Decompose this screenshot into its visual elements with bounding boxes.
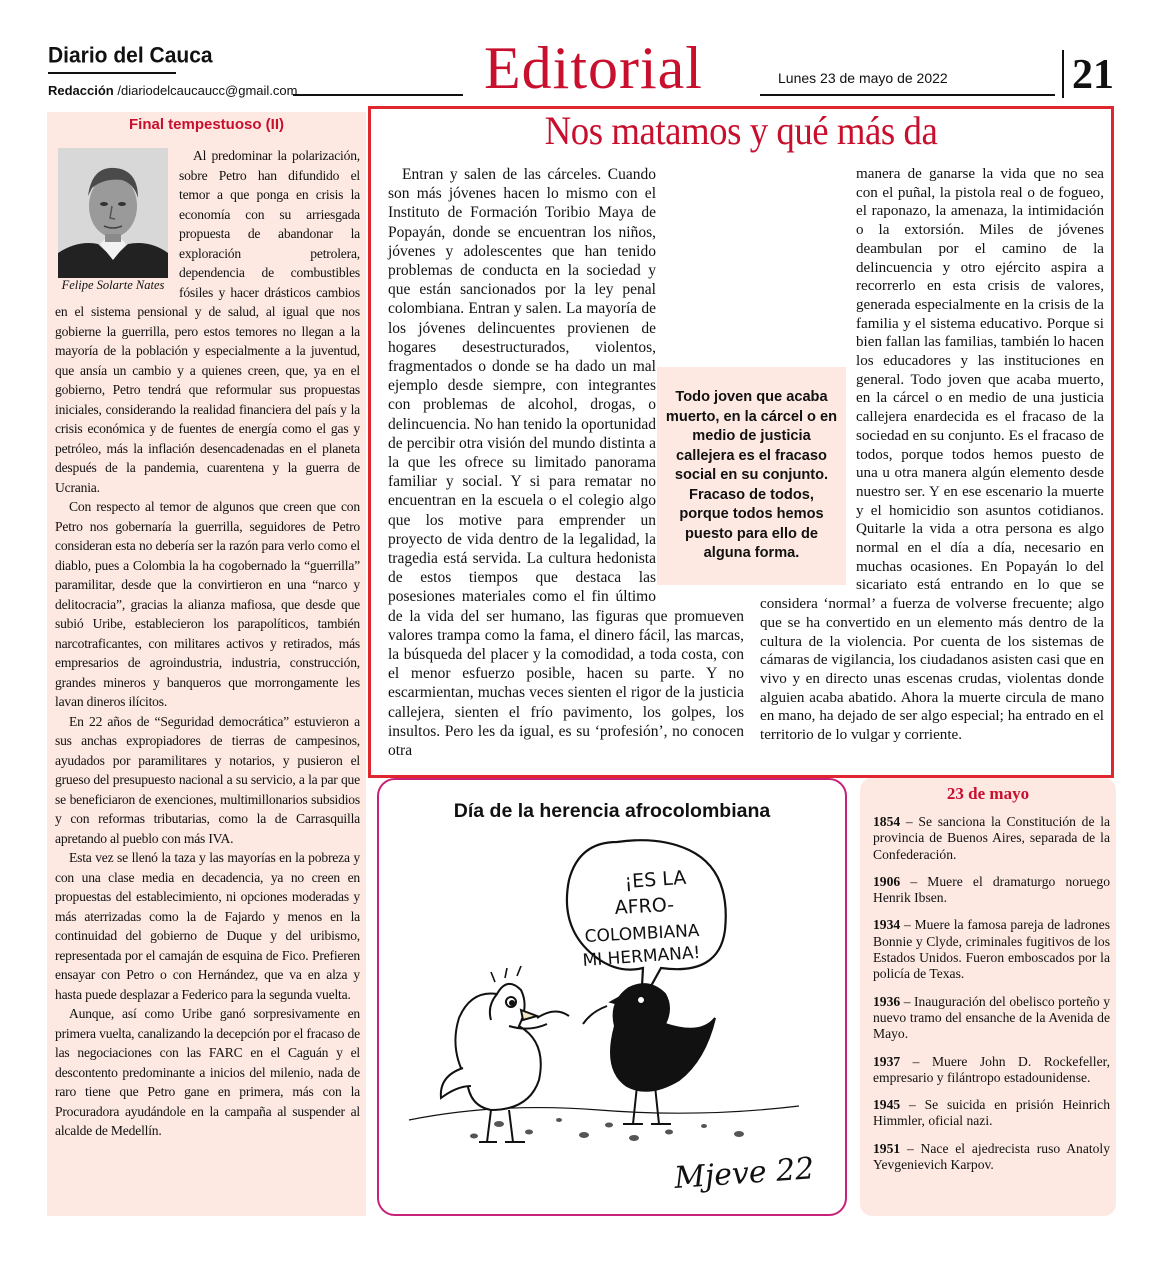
masthead-underline	[48, 72, 176, 74]
speech-line: AFRO-	[614, 893, 675, 919]
event-text: – Se suicida en prisión Heinrich Himmler, oficial nazi.	[873, 1097, 1110, 1129]
column-paragraph: Esta vez se llenó la taza y las mayorías en la pobreza y con una clase media en decadencia, ya no creen en propuestas del establecimiento, ni opciones moderadas y más aterrizadas como la de Fajardo y menos en la continuidad del gobierno de Duque y del uribismo, representada por el camaján de esquina de Fico. Prefieren ensayar con Petro o con Hernández, que va en alza y hasta puede desplazar a Federico para la segunda vuelta.	[55, 850, 360, 1002]
editorial-title: Nos matamos y qué más da	[544, 108, 938, 153]
opinion-column	[47, 112, 366, 1216]
redaccion-email[interactable]: /diariodelcaucaucc@gmail.com	[117, 83, 298, 98]
event-text: – Inauguración del obelisco porteño y nuevo tramo del ensanche de la Avenida de Mayo.	[873, 993, 1110, 1042]
event-year: 1937	[873, 1053, 901, 1069]
cartoon-title: Día de la herencia afrocolombiana	[453, 800, 771, 822]
editorial-text: Entran y salen de las cárceles. Cuando son más jóvenes hacen lo mismo con el Instituto de Formación Toribio Maya de Popayán, donde se encuentran los niños, jóvenes y adolescentes que han tenido problemas de conducta en la sociedad y que están sancionados por la ley penal colombiana. Entran y salen. La mayoría de los jóvenes delincuentes provienen de hogares desestructurados, violentos, fragmentados o donde se ha dado un mal ejemplo desde siempre, con integrantes con problemas de alcohol, drogas, o delincuencia. No han tenido la oportunidad de percibir otra visión del mundo distinta a la que les ofrece su limitado panorama familiar y social. Y si para rematar no encuentran en la escuela o el colegio algo que los motive para emprender un proyecto de vida dentro de la legalidad, la tragedia está servida. La cultura hedonista de estos tiempos que destaca las posesiones materiales como el fin último de la vida del ser humano, las figuras que promueven valores trampa como la fama, el dinero fácil, las marcas, la búsqueda del placer y la comodidad, a toda costa, con el menor esfuerzo posible, hacen su parte. Y no escarmientan, muchas veces sienten el rigor de la justicia callejera, sienten el frío pavimento, los golpes, los insultos. Pero les da igual, es su ‘profesión’, no conocen otra	[388, 166, 744, 760]
header-rule-date	[760, 94, 1055, 96]
editorial-frame	[368, 106, 1114, 778]
redaccion-line	[48, 83, 297, 98]
ephemerides-box	[860, 778, 1116, 1216]
column-paragraph: En 22 años de “Seguridad democrática” estuvieron a sus anchas expropiadores de tierras de campesinos, ayudados por paramilitares y notarios, y pusieron el grueso del presupuesto nacional a su servicio, a la par que se beneficiaron de exenciones, multimillonarios subsidios y con reformas tributarias, como la de Carrasquilla apretando al pueblo con más IVA.	[55, 713, 360, 846]
event-text: – Nace el ajedrecista ruso Anatoly Yevgenievich Karpov.	[873, 1140, 1110, 1173]
column-paragraph: Con respecto al temor de algunos que creen que con Petro nos gobernaría la guerrilla, seguidores de Petro consideran esta no debería ser la razón para verlo como el diablo, pues a Colombia la ha cogobernado la “guerrilla” paramilitar, desde que la convirtieron en una “narco y delitocracia”, gracias la alianza mafiosa, que desde que subió Uribe, establecieron los parapolíticos, también narcotraficantes, con militares activos y retirados, más empresarios de agroindustria, industria, construcción, grandes mineros y banqueros que morrongamente les lavan dineros ilícitos.	[55, 499, 360, 709]
event-year: 1934	[873, 917, 901, 933]
speech-line: COLOMBIANA	[584, 921, 700, 947]
author-name: Felipe Solarte Nates	[61, 278, 165, 292]
column-paragraph: Aunque, así como Uribe ganó sorpresivamente en primera vuelta, canalizando la decepción por el fracaso de las negociaciones con las FARC en el Caguán y el descontento predominante a inicios del milenio, nada de raro tiene que Petro gane en primera, más con la Procuradora ayudándole en la campaña al suspender al alcalde de Medellín.	[55, 1006, 360, 1138]
header-rule-left	[293, 94, 463, 96]
pull-quote-text: Todo joven que acaba muerto, en la cárcel o en medio de justicia callejera es el fracaso social en su conjunto. Fracaso de todos, porque todos hemos puesto para ello de alguna forma.	[665, 389, 838, 562]
list-item	[873, 1097, 1110, 1130]
redaccion-label: Redacción	[48, 83, 114, 98]
column-paragraph: Al predominar la polarización, sobre Petro han difundido el temor a que ponga en crisis la economía con su arriesgada propuesta de abandonar la exploración petrolera, dependencia de combustibles fósiles y hacer drásticos cambios en el sistema pensional y de salud, al igual que nos gobierne la guerrilla, pero estos temores no llegan a la mayoría de la población y especialmente a la juventud, que ansía un cambio y a quienes creen, que, ya en el gobierno, Petro tendrá que reformular sus propuestas iniciales, considerando la realidad financiera del país y la crisis económica y de fuentes de energía como el gas y petróleo, más la inflación desencadenadas en el planeta después de la pandemia, cuarentena y la guerra de Ucrania.	[55, 148, 360, 495]
list-item	[873, 814, 1110, 863]
event-year: 1854	[873, 814, 901, 829]
speech-line: MI HERMANA!	[581, 942, 701, 971]
editorial-text: manera de ganarse la vida que no sea con el puñal, la pistola real o de fogueo, el raponazo, la amenaza, la intimidación o la extorsión. Miles de jóvenes deambulan por el camino de la delincuencia y otro ejército aspira a recorrerlo en esta crisis de valores, generada especialmente en la crisis de la familia y el sistema educativo. Porque si bien fallan las familias, también lo hacen los educadores y las instituciones en general. Todo joven que acaba muerto, en la cárcel o en medio de una justicia callejera enardecida es el fracaso de la sociedad en su conjunto. Es el fracaso de todos, porque todos hemos puesto de una u otra manera algún elemento desde nuestro ser. Y en ese escenario la muerte y el homicidio son asuntos cotidianos. Quitarle la vida a otra persona es algo normal en el día a día, necesario en muchas ocasiones. En Popayán lo del sicariato está entrando en lo que se considera ‘normal’ a fuerza de volverse frecuente; algo que se ha convertido en un elemento más dentro de la cultura de la violencia. Por cuenta de los sistemas de cámaras de vigilancia, los ciudadanos asisten casi que en vivo y en directo unas escenas crudas, violentas donde alguien acaba abatido. Ahora la muerte circula de mano en mano, ha dejado de ser algo especial; ha entrado en el territorio de lo vulgar y corriente.	[760, 166, 1104, 744]
ephemerides-title: 23 de mayo	[946, 784, 1030, 803]
header-vertical-rule	[1062, 50, 1064, 98]
column-body	[55, 146, 360, 1141]
cartoon-illustration	[379, 780, 845, 1214]
list-item	[873, 1141, 1110, 1174]
list-item	[873, 917, 1110, 982]
ephemerides-list	[873, 814, 1110, 1184]
event-year: 1906	[873, 873, 901, 889]
list-item	[873, 994, 1110, 1043]
event-text: – Muere la famosa pareja de ladrones Bonnie y Clyde, criminales fugitivos de los Estados Unidos. Fueron emboscados por la policía de Texas.	[873, 917, 1110, 982]
page-number: 21	[1072, 52, 1114, 98]
list-item	[873, 1054, 1110, 1087]
speech-line: ¡ES LA	[623, 866, 687, 893]
column-title: Final tempestuoso (II)	[128, 116, 284, 133]
event-text: – Se sanciona la Constitución de la provincia de Buenos Aires, separada de la Confederación.	[873, 814, 1110, 862]
event-year: 1945	[873, 1097, 901, 1113]
cartoon-box	[377, 778, 847, 1216]
event-year: 1951	[873, 1140, 901, 1156]
cartoon-signature: Mjeve 22	[673, 1151, 816, 1196]
event-year: 1936	[873, 993, 901, 1009]
list-item	[873, 874, 1110, 907]
author-photo	[58, 148, 168, 278]
dateline: Lunes 23 de mayo de 2022	[778, 70, 948, 86]
pull-quote	[657, 367, 846, 585]
event-text: – Muere el dramaturgo noruego Henrik Ibsen.	[873, 873, 1110, 906]
section-title: Editorial	[484, 35, 703, 101]
masthead: Diario del Cauca	[48, 43, 213, 68]
event-text: – Muere John D. Rockefeller, empresario y filántropo estadounidense.	[873, 1053, 1110, 1085]
